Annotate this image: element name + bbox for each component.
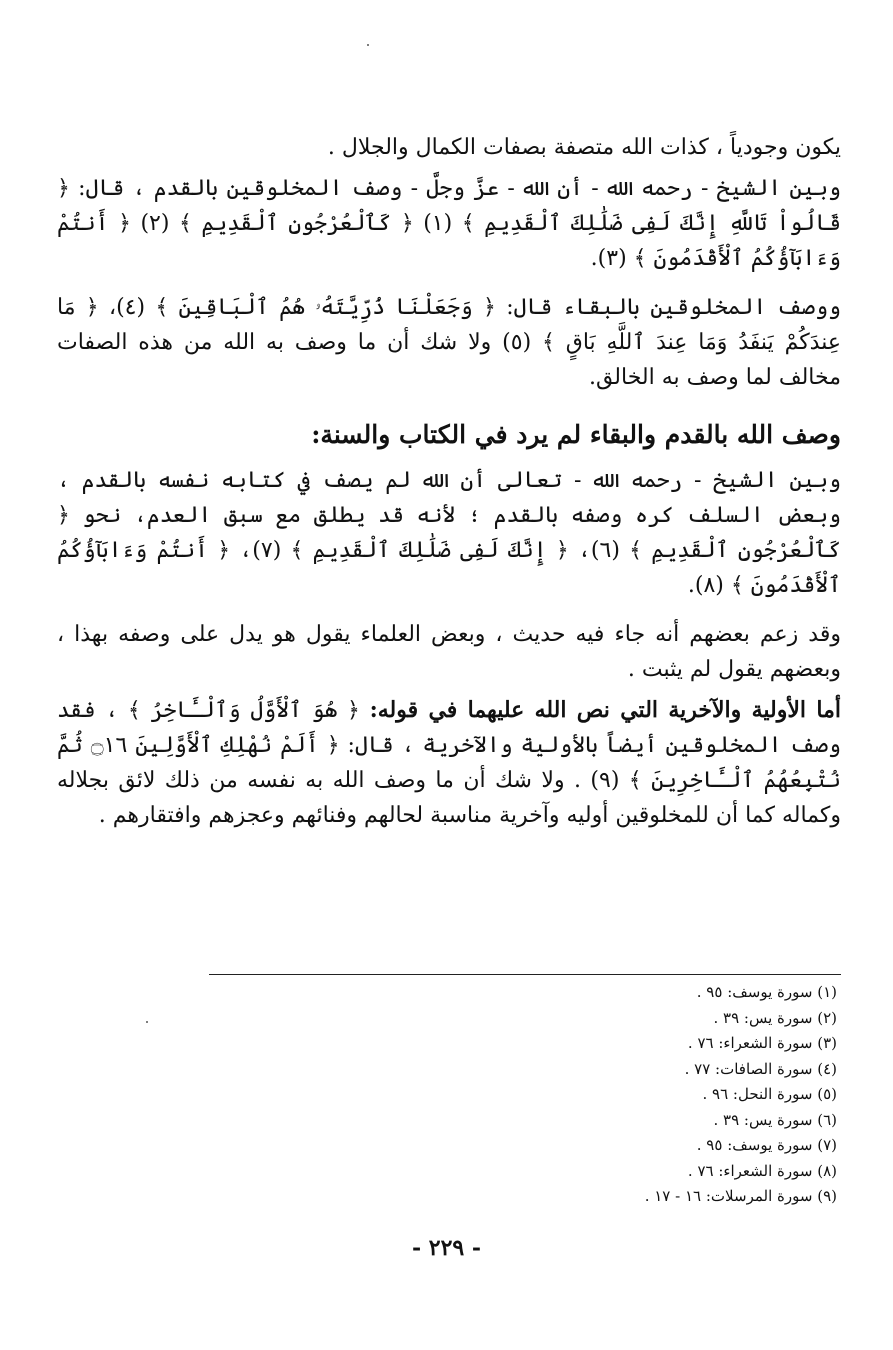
- footnote-item: (٧) سورة يوسف: ٩٥ .: [696, 1136, 837, 1154]
- footnotes-list: [237, 980, 837, 1210]
- paragraph-3: ووصف المخلوقين بالبقاء قال: ﴿ وَجَعَلْنَا ذُرِّيَّتَهُۥ هُمُ ٱلْبَاقِينَ ﴾ (٤)، ﴿ مَا عِندَكُمْ يَنفَدُ وَمَا عِندَ ٱللَّهِ بَاقٍ ﴾ (٥) ولا شك أن ما وصف به الله من هذه الصفات مخالف لما وصف به الخالق.: [57, 295, 841, 390]
- paragraph-6-lead: أما الأولية والآخرية التي نص الله عليهما في قوله:: [369, 697, 841, 723]
- page-number: - ٢٢٩ -: [411, 1235, 482, 1261]
- footnote-item: (٣) سورة الشعراء: ٧٦ .: [687, 1034, 837, 1052]
- footnote-item: (٦) سورة يس: ٣٩ .: [713, 1110, 837, 1129]
- scan-speck: [367, 44, 369, 46]
- paragraph-1: يكون وجودياً ، كذات الله متصفة بصفات الكمال والجلال .: [327, 135, 841, 160]
- footnote-item: (٩) سورة المرسلات: ١٦ - ١٧ .: [644, 1187, 837, 1205]
- section-heading: وصف الله بالقدم والبقاء لم يرد في الكتاب والسنة:: [311, 420, 841, 449]
- paragraph-6-text: ﴿ هُوَ ٱلْأَوَّلُ وَٱلْـَٔاخِرُ ﴾ ، فقد وصف المخلوقين أيضاً بالأولية والآخرية ، قال: ﴿ أَلَمْ نُهْلِكِ ٱلْأَوَّلِينَ ۝١٦ ثُمَّ نُتْبِعُهُمُ ٱلْـَٔاخِرِينَ ﴾ (٩) . ولا شك أن ما وصف الله به نفسه من ذلك لائق بجلاله وكماله كما أن للمخلوقين أوليه وآخرية مناسبة لحالهم وفنائهم وعجزهم وافتقارهم .: [57, 698, 841, 828]
- footnote-item: (٢) سورة يس: ٣٩ .: [713, 1008, 837, 1027]
- paragraph-6: [57, 693, 841, 833]
- paragraph-5: وقد زعم بعضهم أنه جاء فيه حديث ، وبعض العلماء يقول هو يدل على وصفه بهذا ، وبعضهم يقول لم يثبت .: [57, 622, 841, 682]
- paragraph-4: وبين الشيخ - رحمه الله - تعالى أن الله لم يصف في كتابه نفسه بالقدم ، وبعض السلف كره وصفه بالقدم ؛ لأنه قد يطلق مع سبق العدم، نحو ﴿ كَٱلْعُرْجُونِ ٱلْقَدِيمِ ﴾ (٦)، ﴿ إِنَّكَ لَفِى ضَلَٰلِكَ ٱلْقَدِيمِ ﴾ (٧)، ﴿ أَنتُمْ وَءَابَآؤُكُمُ ٱلْأَقْدَمُونَ ﴾ (٨).: [57, 468, 842, 598]
- footnote-item: (٤) سورة الصافات: ٧٧ .: [684, 1059, 837, 1078]
- footnote-item: (١) سورة يوسف: ٩٥ .: [696, 983, 837, 1001]
- footnote-item: (٨) سورة الشعراء: ٧٦ .: [687, 1161, 837, 1180]
- paragraph-2: وبين الشيخ - رحمه الله - أن الله - عزَّ وجلَّ - وصف المخلوقين بالقدم ، قال: ﴿ قَالُواْ تَاللَّهِ إِنَّكَ لَفِى ضَلَٰلِكَ ٱلْقَدِيمِ ﴾ (١) ﴿ كَٱلْعُرْجُونِ ٱلْقَدِيمِ ﴾ (٢) ﴿ أَنتُمْ وَءَابَآؤُكُمُ ٱلْأَقْدَمُونَ ﴾ (٣).: [57, 176, 841, 271]
- main-text: [57, 130, 841, 839]
- scan-speck: [146, 1021, 148, 1023]
- footnote-divider: [209, 974, 841, 975]
- footnote-item: (٥) سورة النحل: ٩٦ .: [702, 1085, 837, 1103]
